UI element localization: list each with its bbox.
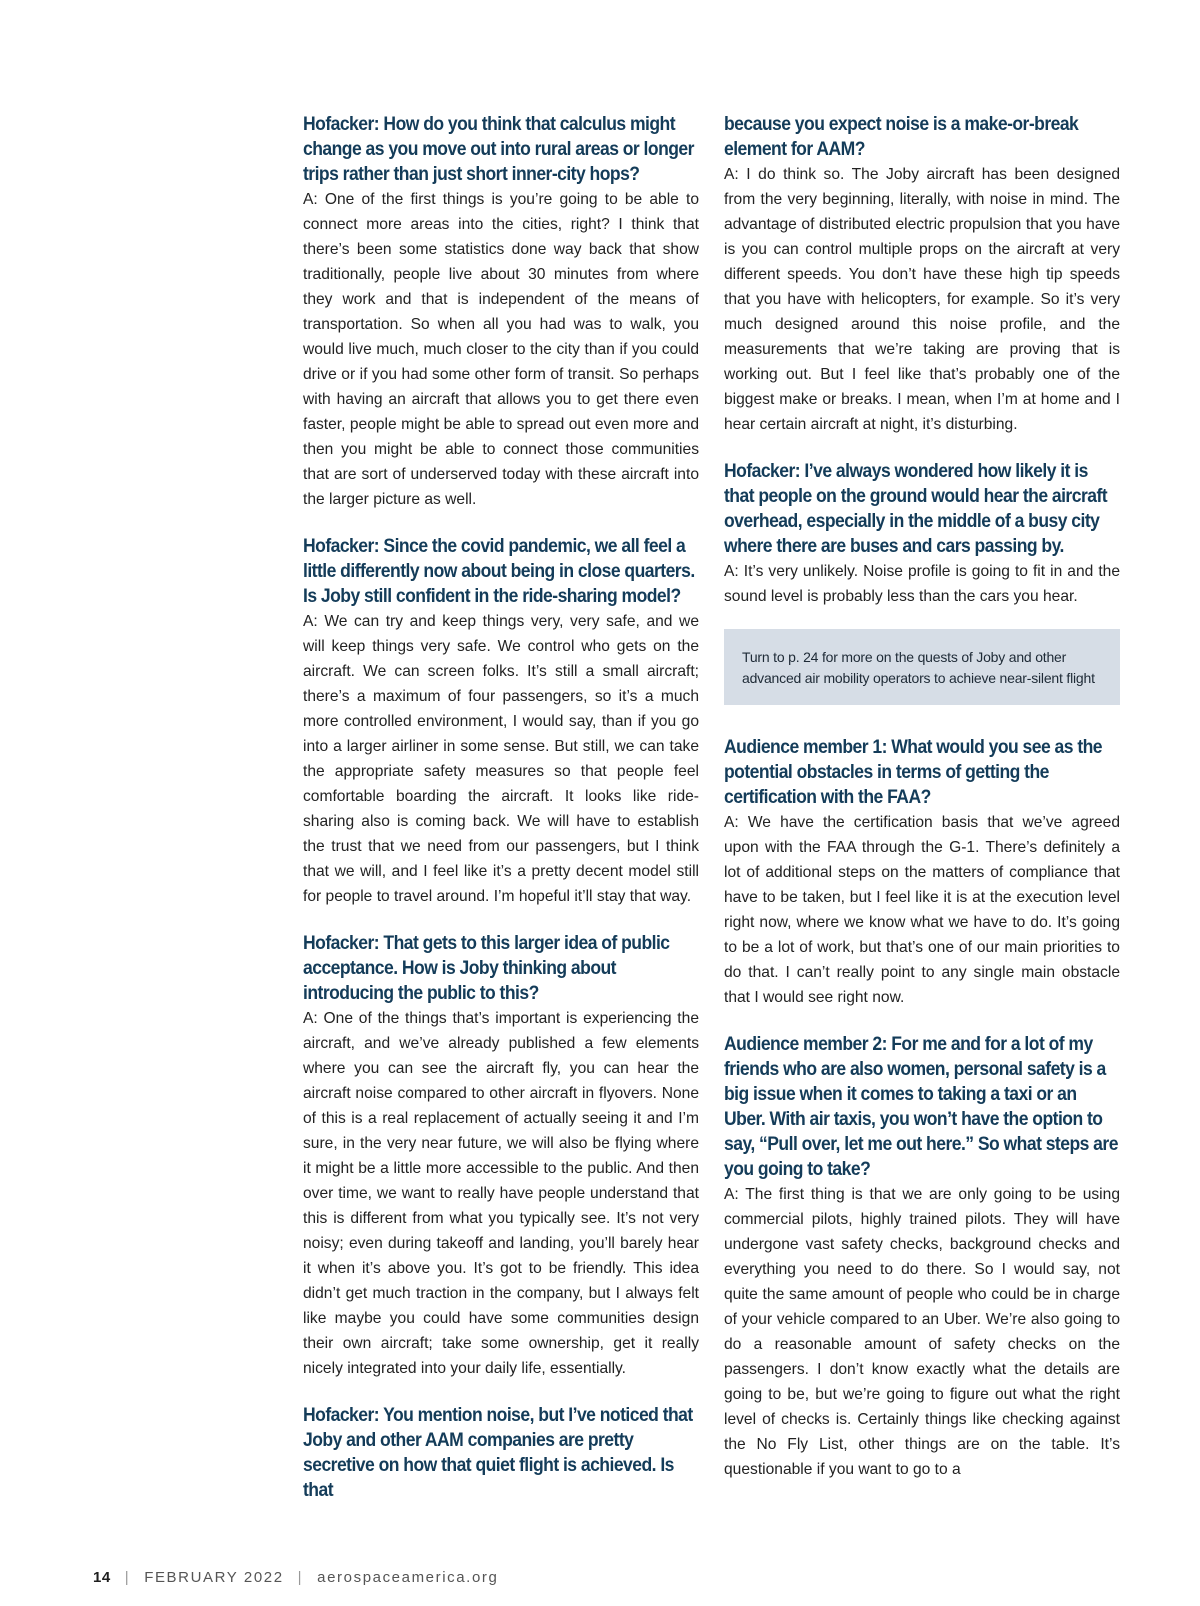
callout-box [724, 629, 1120, 705]
footer-separator: | [297, 1569, 304, 1586]
spacer [724, 1010, 1120, 1032]
footer-separator: | [124, 1569, 131, 1586]
answer-paragraph: A: I do think so. The Joby aircraft has been designed from the very beginning, literally, with noise in mind. The advantage of distributed electric propulsion that you have is you can control multiple props on the aircraft at very different speeds. You don’t have these high tip speeds that you have with helicopters, for example. So it’s very much designed around this noise profile, and the measurements that we’re taking are proving that is working out. But I feel like that’s probably one of the biggest make or breaks. I mean, when I’m at home and I hear certain aircraft at night, it’s disturbing. [724, 166, 1120, 433]
callout-text: Turn to p. 24 for more on the quests of Joby and other advanced air mobility operators to achieve near-silent flight [742, 649, 1095, 686]
left-column [303, 112, 699, 1503]
answer-paragraph: A: We have the certification basis that we’ve agreed upon with the FAA through the G-1. There’s definitely a lot of additional steps on the matters of compliance that have to be taken, but I feel like it is at the execution level right now, where we know what we have to do. It’s going to be a lot of work, but that’s one of our main priorities to do that. I can’t really point to any single main obstacle that I would see right now. [724, 814, 1120, 1006]
question-heading: Hofacker: I’ve always wondered how likely it is that people on the ground would hear the aircraft overhead, especially in the middle of a busy city where there are buses and cars passing by. [724, 460, 1108, 557]
question-heading-continued: because you expect noise is a make-or-break element for AAM? [724, 113, 1079, 160]
page-number: 14 [93, 1569, 111, 1586]
question-heading: Hofacker: You mention noise, but I’ve noticed that Joby and other AAM companies are pretty secretive on how that quiet flight is achieved. Is that [303, 1404, 693, 1501]
answer-paragraph: A: We can try and keep things very, very safe, and we will keep things very safe. We control who gets on the aircraft. We can screen folks. It’s still a small aircraft; there’s a maximum of four passengers, so it’s a much more controlled environment, I would say, than if you go into a larger airliner in some sense. But still, we can take the appropriate safety measures so that people feel comfortable boarding the aircraft. It looks like ride-sharing also is coming back. We will have to establish the trust that we need from our passengers, but I think that we will, and I feel like it’s a pretty decent model still for people to travel around. I’m hopeful it’ll stay that way. [303, 613, 699, 905]
answer-paragraph: A: The first thing is that we are only going to be using commercial pilots, highly trained pilots. They will have undergone vast safety checks, background checks and everything you need to do there. So I would say, not quite the same amount of people who could be in charge of your vehicle compared to an Uber. We’re also going to do a reasonable amount of safety checks on the passengers. I don’t know exactly what the details are going to be, but we’re going to figure out what the right level of checks is. Certainly things like checking against the No Fly List, other things are on the table. It’s questionable if you want to go to a [724, 1186, 1120, 1478]
question-heading: Hofacker: That gets to this larger idea of public acceptance. How is Joby thinking about introducing the public to this? [303, 932, 670, 1004]
website-link[interactable]: aerospaceamerica.org [317, 1569, 499, 1586]
answer-paragraph: A: One of the first things is you’re going to be able to connect more areas into the cities, right? I think that there’s been some statistics done way back that show traditionally, people live about 30 minutes from where they work and that is independent of the means of transportation. So when all you had was to walk, you would live much, much closer to the city than if you could drive or if you had some other form of transit. So perhaps with having an aircraft that allows you to get there even faster, people might be able to spread out even more and then you might be able to connect those communities that are sort of underserved today with these aircraft into the larger picture as well. [303, 191, 699, 508]
spacer [303, 1381, 699, 1403]
issue-date: FEBRUARY 2022 [144, 1569, 284, 1586]
answer-paragraph: A: One of the things that’s important is experiencing the aircraft, and we’ve already published a few elements where you can see the aircraft fly, you can hear the aircraft noise compared to other aircraft in flyovers. None of this is a real replacement of actually seeing it and I’m sure, in the very near future, we will also be flying where it might be a little more accessible to the public. And then over time, we want to really have people understand that this is different from what you typically see. It’s not very noisy; even during takeoff and landing, you’ll barely hear it when it’s above you. It’s got to be friendly. This idea didn’t get much traction in the company, but I always felt like maybe you could have some communities design their own aircraft; take some ownership, get it really nicely integrated into your daily life, essentially. [303, 1010, 699, 1377]
spacer [303, 512, 699, 534]
spacer [724, 437, 1120, 459]
page-footer [93, 1569, 498, 1586]
right-column [724, 112, 1120, 1482]
answer-paragraph: A: It’s very unlikely. Noise profile is going to fit in and the sound level is probably less than the cars you hear. [724, 563, 1120, 605]
spacer [303, 909, 699, 931]
question-heading: Hofacker: Since the covid pandemic, we all feel a little differently now about being in close quarters. Is Joby still confident in the ride-sharing model? [303, 535, 695, 607]
question-heading: Audience member 1: What would you see as the potential obstacles in terms of getting the certification with the FAA? [724, 736, 1103, 808]
question-heading: Audience member 2: For me and for a lot of my friends who are also women, personal safety is a big issue when it comes to taking a taxi or an Uber. With air taxis, you won’t have the option to say, “Pull over, let me out here.” So what steps are you going to take? [724, 1033, 1118, 1180]
question-heading: Hofacker: How do you think that calculus might change as you move out into rural areas or longer trips rather than just short inner-city hops? [303, 113, 694, 185]
